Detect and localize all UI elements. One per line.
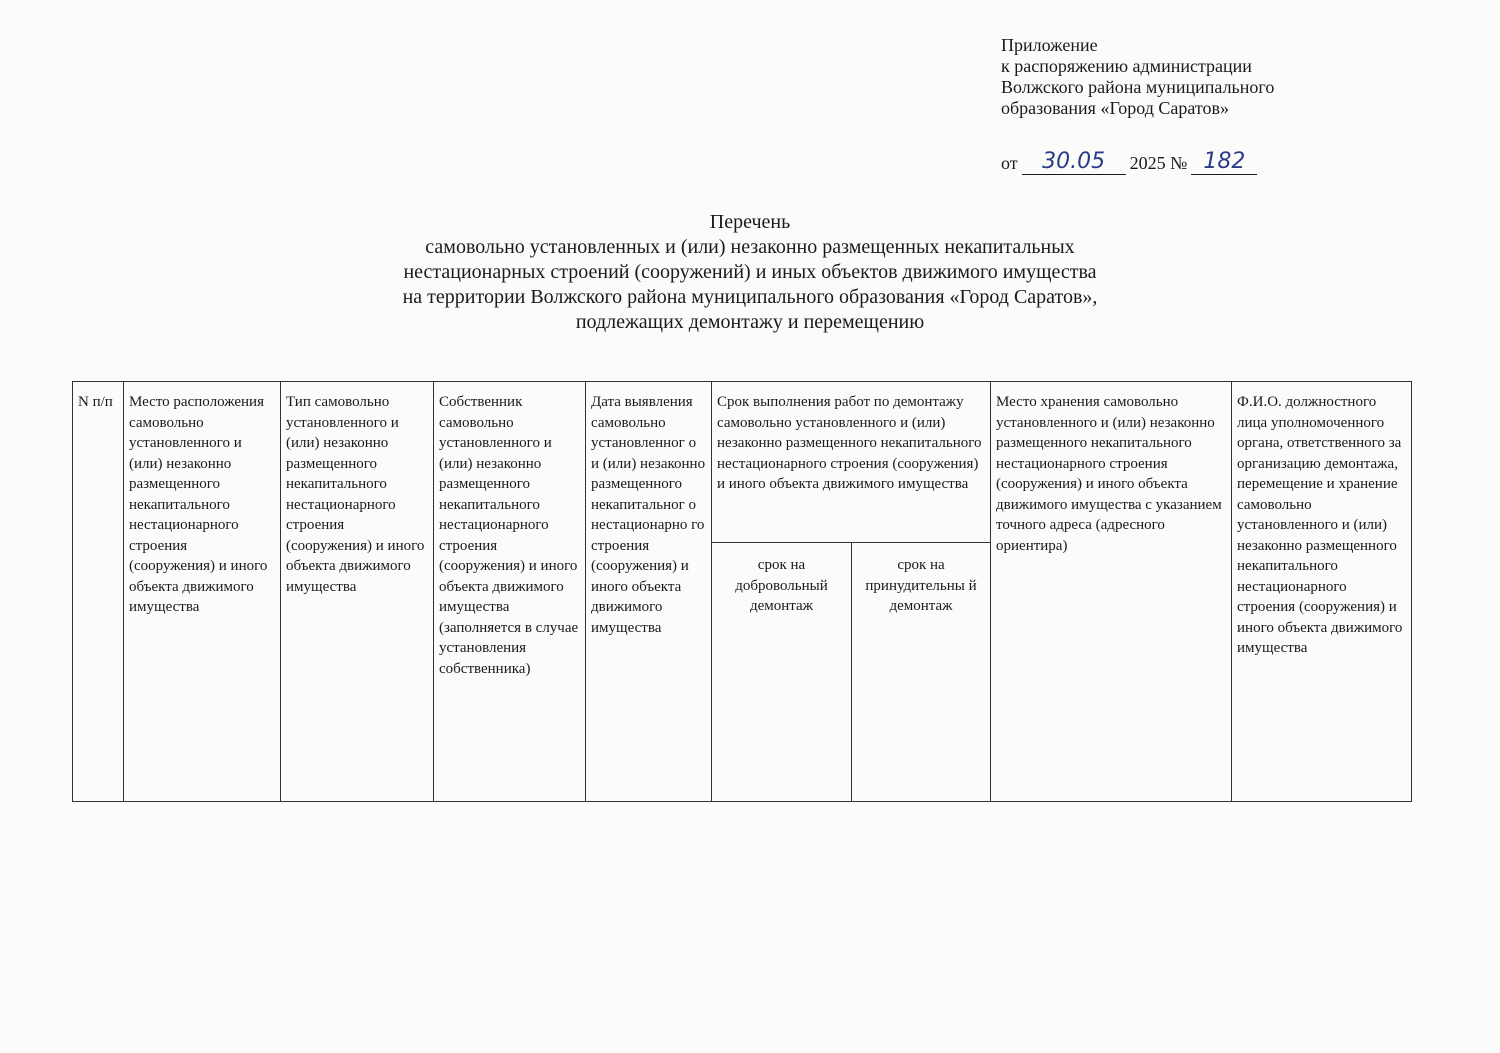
header-storage-place: Место хранения самовольно установленного и (или) незаконно размещенного некапитального нестационарного строения (сооружения) и иного объекта движимого имущества с указанием точного адреса (адресного ориентира) [991,382,1232,802]
header-owner: Собственник самовольно установленного и (или) незаконно размещенного некапитального нестационарного строения (сооружения) и иного объекта движимого имущества (заполняется в случае установления собственника) [434,382,586,802]
title-line: самовольно установленных и (или) незаконно размещенных некапитальных [425,236,1075,258]
header-row [73,382,1412,543]
header-dismantle-term: Срок выполнения работ по демонтажу самовольно установленного и (или) незаконно размещенного некапитального нестационарного строения (сооружения) и иного объекта движимого имущества [712,382,991,543]
annex-line: Приложение [1001,35,1098,55]
title-line: Перечень [709,211,791,233]
header-responsible-official: Ф.И.О. должностного лица уполномоченного органа, ответственного за организацию демонтажа, перемещение и хранение самовольно установленного и (или) незаконно размещенного некапитального нестационарного строения (сооружения) и иного объекта движимого имущества [1232,382,1412,802]
header-location: Место расположения самовольно установленного и (или) незаконно размещенного некапитального нестационарного строения (сооружения) и иного объекта движимого имущества [124,382,281,802]
order-date-line [1001,150,1261,175]
year-label: 2025 № [1129,153,1188,173]
title-line: на территории Волжского района муниципального образования «Город Саратов», [402,286,1098,308]
from-label: от [1001,153,1018,173]
header-forced-term: срок на принудительны й демонтаж [852,543,991,802]
header-num: N п/п [73,382,124,802]
handwritten-date: 30.05 [1022,150,1126,175]
handwritten-order-number: 182 [1191,150,1257,175]
annex-block [1001,35,1274,119]
document-title [0,210,1500,335]
annex-line: к распоряжению администрации [1001,56,1252,76]
annex-line: образования «Город Саратов» [1001,98,1230,118]
objects-table [72,381,1412,802]
title-line: нестационарных строений (сооружений) и иных объектов движимого имущества [403,261,1097,283]
header-voluntary-term: срок на добровольный демонтаж [712,543,852,802]
header-detection-date: Дата выявления самовольно установленног о и (или) незаконно размещенного некапитальног о нестационарно го строения (сооружения) и иного объекта движимого имущества [586,382,712,802]
title-line: подлежащих демонтажу и перемещению [575,311,925,333]
header-type: Тип самовольно установленного и (или) незаконно размещенного некапитального нестационарного строения (сооружения) и иного объекта движимого имущества [281,382,434,802]
annex-line: Волжского района муниципального [1001,77,1275,97]
